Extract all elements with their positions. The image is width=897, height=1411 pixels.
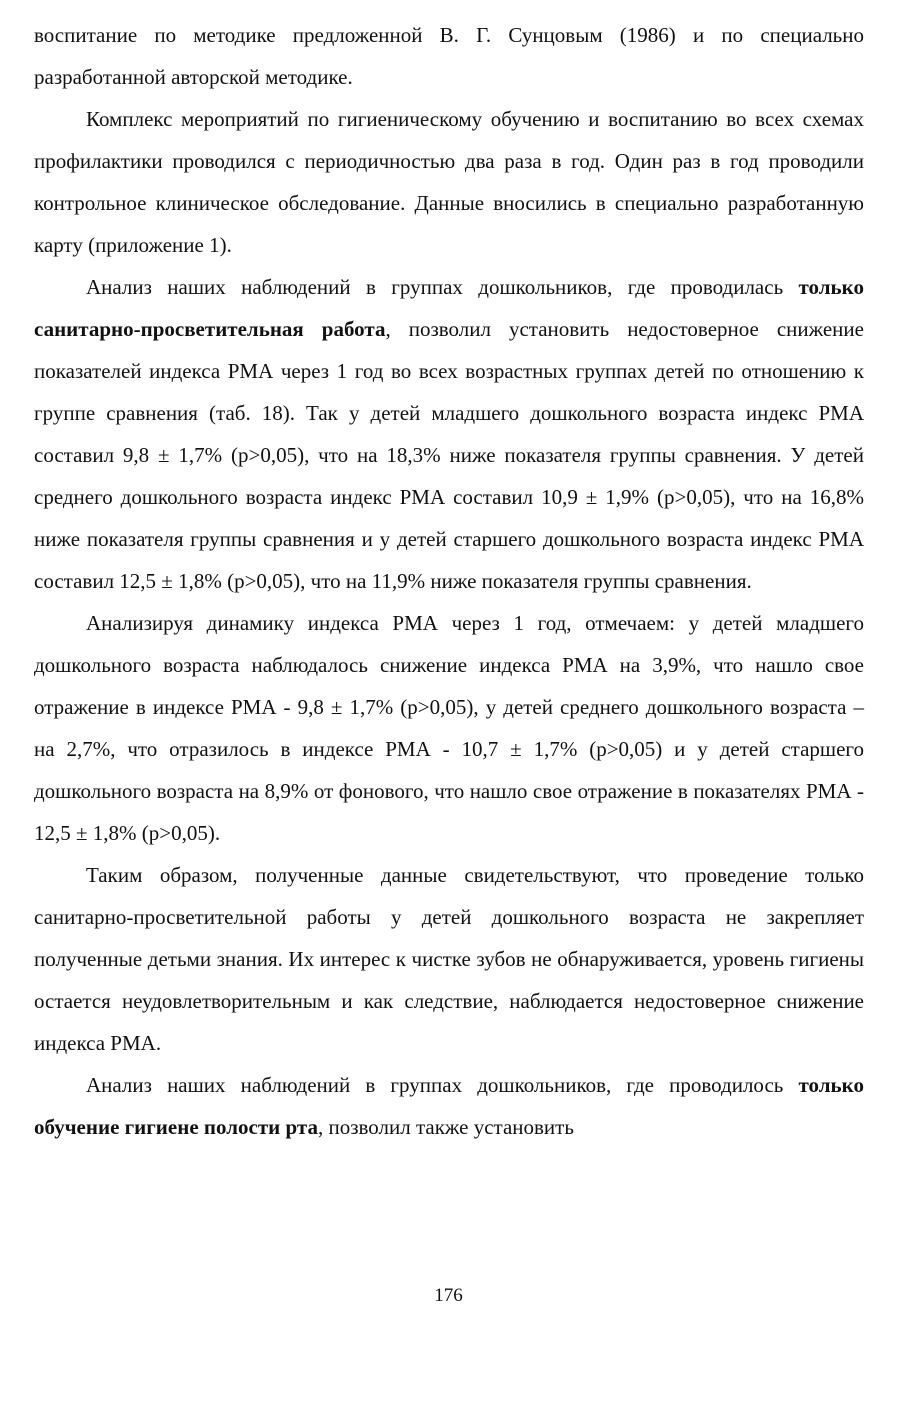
paragraph-2-text: Комплекс мероприятий по гигиеническому обучению и воспитанию во всех схемах профилактики проводился с периодичностью два раза в год. Один раз в год проводили контрольное клиническое обследование. Данные вносились в специально разработанную карту (приложение 1). — [34, 107, 864, 257]
paragraph-5 — [34, 854, 864, 1064]
paragraph-4 — [34, 602, 864, 854]
paragraph-3 — [34, 266, 864, 602]
body-text — [34, 14, 864, 1148]
paragraph-3-text-start: Анализ наших наблюдений в группах дошкольников, где проводилась — [86, 275, 799, 299]
paragraph-2 — [34, 98, 864, 266]
paragraph-3-bold-phrase: только санитарно-просветительная работа — [34, 275, 864, 341]
paragraph-5-text: Таким образом, полученные данные свидетельствуют, что проведение только санитарно-просветительной работы у детей дошкольного возраста не закрепляет полученные детьми знания. Их интерес к чистке зубов не обнаруживается, уровень гигиены остается неудовлетворительным и как следствие, наблюдается недостоверное снижение индекса РМА. — [34, 863, 864, 1055]
page-number: 176 — [434, 1285, 463, 1306]
paragraph-6-text-end: , позволил также установить — [317, 1115, 574, 1139]
paragraph-6-bold-phrase: только обучение гигиене полости рта — [34, 1073, 864, 1139]
paragraph-6-text-start: Анализ наших наблюдений в группах дошкольников, где проводилось — [86, 1073, 799, 1097]
paragraph-1-text: воспитание по методике предложенной В. Г. Сунцовым (1986) и по специально разработанной авторской методике. — [34, 23, 864, 89]
paragraph-6 — [34, 1064, 864, 1148]
paragraph-1 — [34, 14, 864, 98]
paragraph-4-text: Анализируя динамику индекса РМА через 1 год, отмечаем: у детей младшего дошкольного возраста наблюдалось снижение индекса РМА на 3,9%, что нашло свое отражение в индексе РМА - 9,8 ± 1,7% (р>0,05), у детей среднего дошкольного возраста – на 2,7%, что отразилось в индексе РМА - 10,7 ± 1,7% (р>0,05) и у детей старшего дошкольного возраста на 8,9% от фонового, что нашло свое отражение в показателях РМА - 12,5 ± 1,8% (р>0,05). — [34, 611, 864, 845]
paragraph-3-text-end: , позволил установить недостоверное снижение показателей индекса РМА через 1 год во всех возрастных группах детей по отношению к группе сравнения (таб. 18). Так у детей младшего дошкольного возраста индекс РМА составил 9,8 ± 1,7% (р>0,05), что на 18,3% ниже показателя группы сравнения. У детей среднего дошкольного возраста индекс РМА составил 10,9 ± 1,9% (р>0,05), что на 16,8% ниже показателя группы сравнения и у детей старшего дошкольного возраста индекс РМА составил 12,5 ± 1,8% (р>0,05), что на 11,9% ниже показателя группы сравнения. — [34, 317, 864, 593]
